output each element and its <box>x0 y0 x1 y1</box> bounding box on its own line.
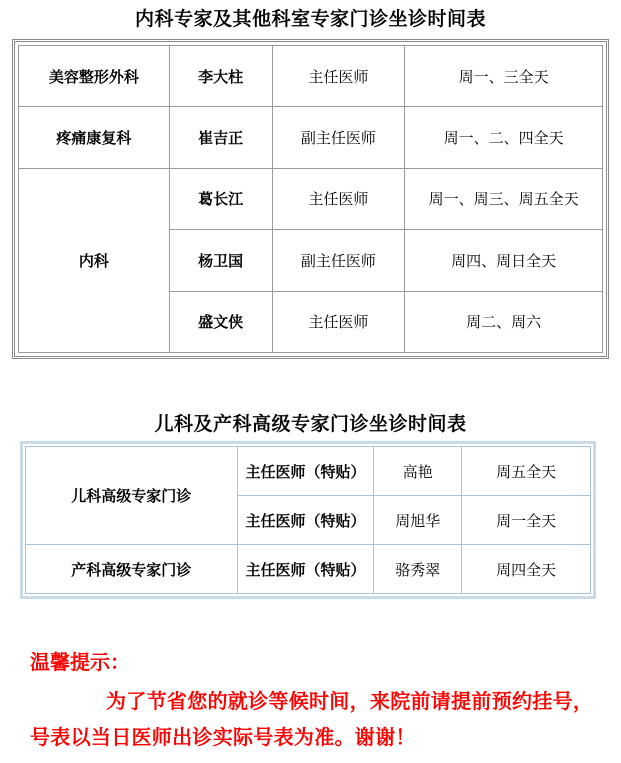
schedule-title-internal: 内科专家及其他科室专家门诊坐诊时间表 <box>134 8 486 30</box>
doctor-name-cell: 崔吉正 <box>169 107 272 168</box>
schedule-cell: 周四、周日全天 <box>405 230 603 291</box>
schedule-cell: 周五全天 <box>462 447 591 496</box>
schedule-cell: 周一、二、四全天 <box>405 107 603 168</box>
doctor-name-cell: 李大柱 <box>169 46 272 107</box>
doctor-name-cell: 葛长江 <box>169 168 272 229</box>
doctor-title-cell: 副主任医师 <box>272 230 405 291</box>
doctor-title-cell: 主任医师（特贴） <box>237 545 374 594</box>
doctor-name-cell: 骆秀翠 <box>374 545 462 594</box>
schedule-cell: 周一全天 <box>462 496 591 545</box>
pediatric-schedule-table <box>25 446 591 594</box>
schedule-cell: 周一、周三、周五全天 <box>405 168 603 229</box>
table-row <box>19 107 603 168</box>
dept-cell: 儿科高级专家门诊 <box>26 447 238 545</box>
internal-schedule-table <box>18 45 603 353</box>
pediatric-schedule-table-frame <box>20 441 596 599</box>
dept-cell: 美容整形外科 <box>19 46 170 107</box>
doctor-title-cell: 主任医师 <box>272 46 405 107</box>
table-row <box>26 447 591 496</box>
doctor-title-cell: 主任医师（特贴） <box>237 496 374 545</box>
doctor-name-cell: 周旭华 <box>374 496 462 545</box>
table-row <box>26 545 591 594</box>
doctor-name-cell: 盛文侠 <box>169 291 272 352</box>
notice-body: 为了节省您的就诊等候时间，来院前请提前预约挂号，号表以当日医师出诊实际号表为准。谢谢！ <box>30 689 594 749</box>
internal-schedule-table-frame <box>12 39 609 359</box>
table-row <box>19 46 603 107</box>
schedule-cell: 周一、三全天 <box>405 46 603 107</box>
dept-cell: 疼痛康复科 <box>19 107 170 168</box>
doctor-title-cell: 主任医师（特贴） <box>237 447 374 496</box>
doctor-title-cell: 主任医师 <box>272 168 405 229</box>
dept-cell: 内科 <box>19 168 170 352</box>
notice-heading: 温馨提示： <box>30 650 130 674</box>
doctor-title-cell: 主任医师 <box>272 291 405 352</box>
table-row <box>19 168 603 229</box>
doctor-title-cell: 副主任医师 <box>272 107 405 168</box>
doctor-name-cell: 杨卫国 <box>169 230 272 291</box>
schedule-title-pediatric-obstetric: 儿科及产科高级专家门诊坐诊时间表 <box>154 413 467 435</box>
doctor-name-cell: 高艳 <box>374 447 462 496</box>
schedule-cell: 周四全天 <box>462 545 591 594</box>
schedule-cell: 周二、周六 <box>405 291 603 352</box>
dept-cell: 产科高级专家门诊 <box>26 545 238 594</box>
